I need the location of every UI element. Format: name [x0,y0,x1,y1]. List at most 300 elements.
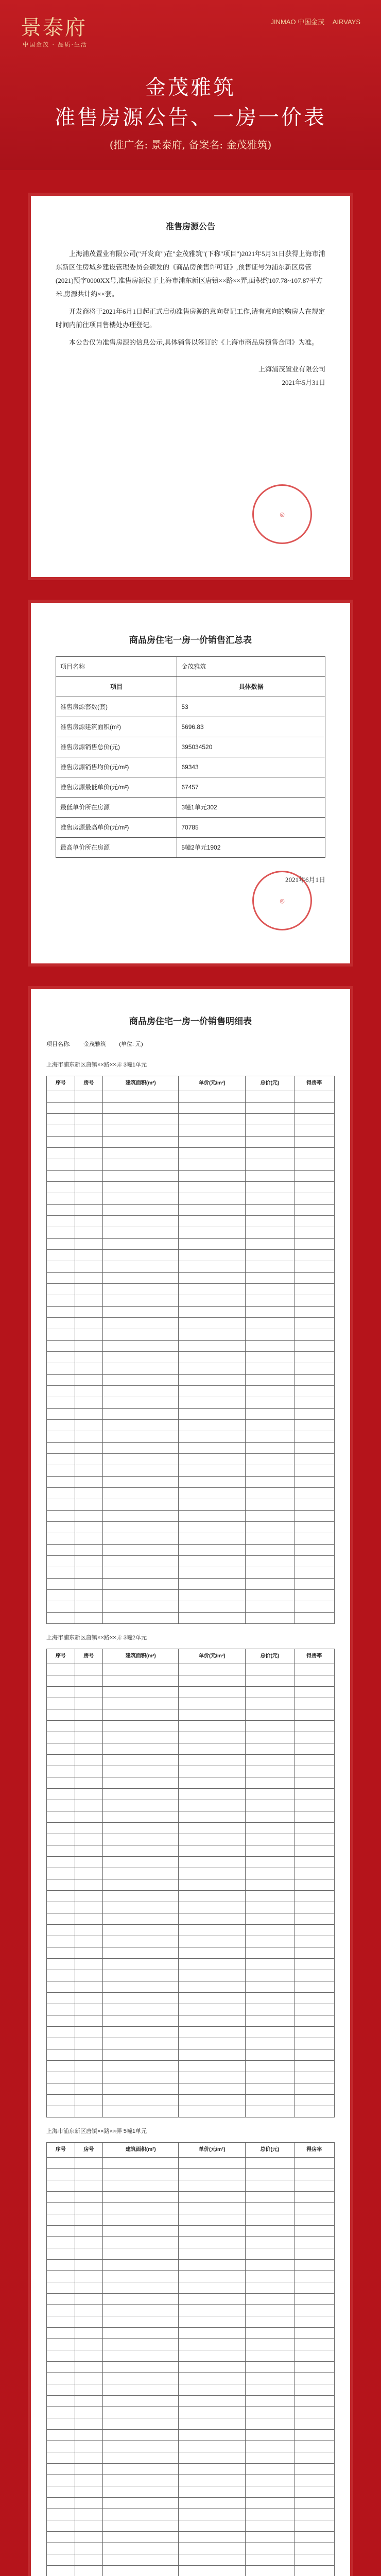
summary-item: 准售房源建筑面积(m²) [56,717,177,737]
table-cell [75,1465,103,1477]
table-cell [75,2543,103,2554]
table-cell [294,1499,334,1511]
table-cell [294,1193,334,1205]
table-cell [47,2520,75,2532]
table-cell [75,1227,103,1239]
table-cell [47,2350,75,2362]
table-cell [47,2418,75,2430]
table-cell [179,2350,246,2362]
table-cell [103,1397,179,1409]
table-row [47,2294,335,2305]
table-row [47,2305,335,2316]
table-cell [75,1137,103,1148]
table-cell [246,1936,294,1947]
table-cell [75,1091,103,1103]
table-row [47,1488,335,1499]
table-cell [246,2532,294,2543]
table-row [47,1777,335,1789]
table-cell [294,2350,334,2362]
table-cell [47,1533,75,1545]
table-cell [103,2498,179,2509]
table-row [47,2430,335,2441]
table-cell [103,1216,179,1227]
table-row [47,2407,335,2418]
table-cell [246,2316,294,2328]
table-row [47,1959,335,1970]
project-label: 项目名称 [56,657,177,677]
table-cell [47,1159,75,1171]
table-cell [75,2475,103,2486]
table-cell [47,2214,75,2226]
table-cell [179,2072,246,2083]
table-cell [103,1103,179,1114]
table-cell [103,1295,179,1307]
table-cell [179,1454,246,1465]
table-cell [246,1732,294,1743]
table-cell [103,1227,179,1239]
table-cell [294,2384,334,2396]
table-cell [294,2248,334,2260]
table-row [47,1970,335,1981]
column-header: 建筑面积(m²) [103,1649,179,1664]
table-cell [75,2203,103,2214]
table-cell [47,1601,75,1613]
table-cell [294,1970,334,1981]
table-cell [246,1363,294,1375]
table-cell [103,2373,179,2384]
table-cell [47,1675,75,1687]
table-cell [75,1936,103,1947]
table-cell [246,1420,294,1431]
column-header: 序号 [47,1076,75,1091]
summary-item: 准售房源销售均价(元/m²) [56,757,177,777]
table-cell [294,1386,334,1397]
table-row [47,2083,335,2095]
table-cell [179,1137,246,1148]
table-cell [103,1567,179,1579]
table-cell [103,2430,179,2441]
table-cell [75,1755,103,1766]
table-cell [179,1488,246,1499]
table-cell [246,1925,294,1936]
table-row [47,2015,335,2027]
table-cell [103,1879,179,1891]
table-cell [75,1800,103,1811]
table-cell [246,1125,294,1137]
table-cell [47,2452,75,2464]
table-cell [47,1709,75,1721]
table-cell [246,1857,294,1868]
table-cell [294,1556,334,1567]
table-cell [246,2407,294,2418]
table-cell [179,1329,246,1341]
table-cell [179,1182,246,1193]
table-cell [47,1698,75,1709]
table-cell [75,1499,103,1511]
table-cell [294,1845,334,1857]
table-cell [103,2237,179,2248]
table-cell [47,1766,75,1777]
table-cell [103,1925,179,1936]
table-cell [75,2396,103,2407]
table-cell [75,2339,103,2350]
table-cell [179,1721,246,1732]
table-cell [246,1675,294,1687]
table-cell [75,1329,103,1341]
table-row [47,1925,335,1936]
table-cell [179,1533,246,1545]
table-cell [47,1205,75,1216]
table-cell [246,1766,294,1777]
table-cell [294,1216,334,1227]
table-cell [47,1295,75,1307]
table-cell [103,1613,179,1624]
table-row [47,1687,335,1698]
table-cell [179,1193,246,1205]
table-cell [179,2180,246,2192]
table-cell [75,1159,103,1171]
table-cell [103,1250,179,1261]
table-cell [246,1488,294,1499]
table-cell [179,1777,246,1789]
table-cell [294,1675,334,1687]
table-cell [47,1193,75,1205]
table-cell [294,1261,334,1273]
table-cell [179,2282,246,2294]
table-cell [294,2180,334,2192]
table-row [47,1613,335,1624]
table-cell [47,1261,75,1273]
table-cell [75,1777,103,1789]
table-cell [179,1970,246,1981]
table-cell [47,2248,75,2260]
table-cell [246,2305,294,2316]
table-cell [47,2049,75,2061]
table-row [47,2214,335,2226]
table-cell [75,2282,103,2294]
table-cell [294,2396,334,2407]
table-row [47,2418,335,2430]
table-cell [179,1318,246,1329]
table-row [47,2260,335,2271]
table-cell [47,1431,75,1443]
table-cell [179,2214,246,2226]
table-cell [47,1511,75,1522]
table-cell [47,2532,75,2543]
table-cell [75,1811,103,1823]
table-cell [179,2509,246,2520]
summary-seal: ◎ [252,871,312,930]
table-cell [294,2486,334,2498]
table-cell [47,2072,75,2083]
table-cell [179,1959,246,1970]
table-cell [103,1091,179,1103]
table-cell [246,1273,294,1284]
table-row [47,1721,335,1732]
table-cell [75,1913,103,1925]
table-cell [75,2038,103,2049]
table-cell [246,2083,294,2095]
detail-table-2 [46,1649,335,2117]
table-cell [47,1800,75,1811]
table-row [47,2169,335,2180]
table-cell [294,2271,334,2282]
table-row [47,1239,335,1250]
table-cell [103,1936,179,1947]
page-title-2: 准售房源公告、一房一价表 [55,106,326,129]
table-cell [75,1925,103,1936]
table-cell [246,1465,294,1477]
table-cell [294,1698,334,1709]
summary-value: 67457 [177,777,325,798]
table-cell [47,1454,75,1465]
table-cell [47,1273,75,1284]
table-cell [246,1755,294,1766]
table-cell [246,1193,294,1205]
table-cell [179,1993,246,2004]
table-cell [103,1159,179,1171]
brand-logo: 景泰府 [21,16,87,40]
table-cell [103,1766,179,1777]
table-row [47,1352,335,1363]
table-cell [75,2083,103,2095]
table-cell [246,1227,294,1239]
table-cell [246,2554,294,2566]
table-row [47,1375,335,1386]
table-cell [179,1687,246,1698]
table-cell [179,1284,246,1295]
table-cell [246,1454,294,1465]
table-row [47,2282,335,2294]
table-cell [179,1766,246,1777]
table-cell [246,1477,294,1488]
table-cell [179,1477,246,1488]
table-cell [75,1216,103,1227]
table-row [47,1409,335,1420]
table-cell [75,1567,103,1579]
table-cell [47,2095,75,2106]
table-cell [246,1743,294,1755]
table-cell [75,2498,103,2509]
table-cell [75,1477,103,1488]
table-cell [294,1227,334,1239]
table-cell [179,1205,246,1216]
column-header: 得房率 [294,1076,334,1091]
table-cell [103,1261,179,1273]
table-cell [179,1845,246,1857]
table-row [47,2027,335,2038]
table-row [47,1341,335,1352]
table-row [47,1743,335,1755]
table-cell [294,1205,334,1216]
table-cell [294,2015,334,2027]
table-cell [246,1511,294,1522]
summary-date: 2021年6月1日 [285,876,325,884]
table-cell [103,1811,179,1823]
table-cell [103,1182,179,1193]
table-cell [179,1590,246,1601]
table-cell [103,1420,179,1431]
table-cell [103,2554,179,2566]
table-cell [75,2061,103,2072]
table-cell [294,1925,334,1936]
table-cell [246,2158,294,2169]
table-cell [75,1834,103,1845]
table-cell [103,2027,179,2038]
table-row [47,1834,335,1845]
table-cell [103,2520,179,2532]
table-cell [246,2192,294,2203]
table-row [47,2441,335,2452]
table-cell [103,1205,179,1216]
table-row [47,1993,335,2004]
table-row [47,1947,335,1959]
table-cell [179,1171,246,1182]
table-row [47,1857,335,1868]
table-cell [294,1533,334,1545]
table-cell [294,2554,334,2566]
table-cell [103,2203,179,2214]
table-cell [75,1868,103,1879]
table-cell [294,1465,334,1477]
table-cell [75,1318,103,1329]
table-cell [179,1947,246,1959]
table-cell [103,1239,179,1250]
column-header: 房号 [75,2143,103,2158]
table-row [47,1579,335,1590]
table-cell [103,2328,179,2339]
table-row [47,2106,335,2117]
table-cell [179,2407,246,2418]
table-cell [47,1443,75,1454]
table-cell [103,1959,179,1970]
table-cell [47,1981,75,1993]
table-cell [294,2430,334,2441]
table-row [47,1159,335,1171]
table-cell [103,1590,179,1601]
column-header: 序号 [47,1649,75,1664]
table-cell [179,2083,246,2095]
table-cell [294,2282,334,2294]
summary-header-row [56,677,325,697]
table-cell [47,2294,75,2305]
table-cell [75,1664,103,1675]
table-cell [246,2498,294,2509]
table-cell [179,2475,246,2486]
table-cell [246,2373,294,2384]
detail-unit: (单位: 元) [119,1041,143,1047]
table-cell [294,2407,334,2418]
table-row [47,1205,335,1216]
table-cell [75,2350,103,2362]
table-cell [75,1363,103,1375]
table-cell [294,1981,334,1993]
table-cell [246,1318,294,1329]
table-cell [179,1857,246,1868]
table-row [47,2362,335,2373]
table-cell [179,2339,246,2350]
table-cell [103,2384,179,2396]
table-cell [294,1579,334,1590]
table-cell [103,2294,179,2305]
table-cell [47,1891,75,1902]
table-row [47,2072,335,2083]
table-cell [294,2362,334,2373]
table-cell [294,1601,334,1613]
table-row [47,1601,335,1613]
table-cell [294,1397,334,1409]
table-cell [246,1386,294,1397]
table-cell [179,1743,246,1755]
table-cell [179,2038,246,2049]
table-cell [47,2169,75,2180]
table-cell [75,1409,103,1420]
table-cell [246,2339,294,2350]
table-row [47,2328,335,2339]
table-cell [103,1601,179,1613]
table-cell [246,1613,294,1624]
table-cell [246,2180,294,2192]
table-cell [246,1789,294,1800]
table-cell [103,2015,179,2027]
table-cell [75,1454,103,1465]
table-cell [246,2106,294,2117]
table-row [47,2158,335,2169]
building-label-1: 上海市浦东新区唐镇××路××弄 3幢1单元 [46,1062,147,1068]
column-header: 单价(元/m²) [179,2143,246,2158]
table-cell [75,1823,103,1834]
summary-row [56,838,325,858]
table-cell [294,1443,334,1454]
table-cell [246,1590,294,1601]
table-cell [47,1664,75,1675]
table-cell [47,2192,75,2203]
table-cell [294,1250,334,1261]
table-cell [246,1698,294,1709]
table-cell [294,2061,334,2072]
table-cell [47,1137,75,1148]
table-row [47,1477,335,1488]
table-cell [294,1431,334,1443]
table-cell [246,1687,294,1698]
table-cell [179,1114,246,1125]
table-cell [179,1755,246,1766]
table-cell [246,2441,294,2452]
table-cell [246,1834,294,1845]
table-row [47,1590,335,1601]
table-cell [246,2452,294,2464]
table-cell [246,2566,294,2576]
table-cell [179,1159,246,1171]
table-cell [47,1148,75,1159]
table-cell [246,1845,294,1857]
table-cell [75,1533,103,1545]
table-cell [179,1601,246,1613]
table-cell [103,2106,179,2117]
table-cell [75,2509,103,2520]
table-cell [47,1732,75,1743]
table-cell [47,2305,75,2316]
table-cell [103,2407,179,2418]
table-cell [47,1477,75,1488]
table-cell [75,1443,103,1454]
table-cell [294,2072,334,2083]
column-header: 单价(元/m²) [179,1649,246,1664]
table-cell [246,1709,294,1721]
table-cell [75,1250,103,1261]
table-cell [179,2418,246,2430]
table-cell [246,2271,294,2282]
